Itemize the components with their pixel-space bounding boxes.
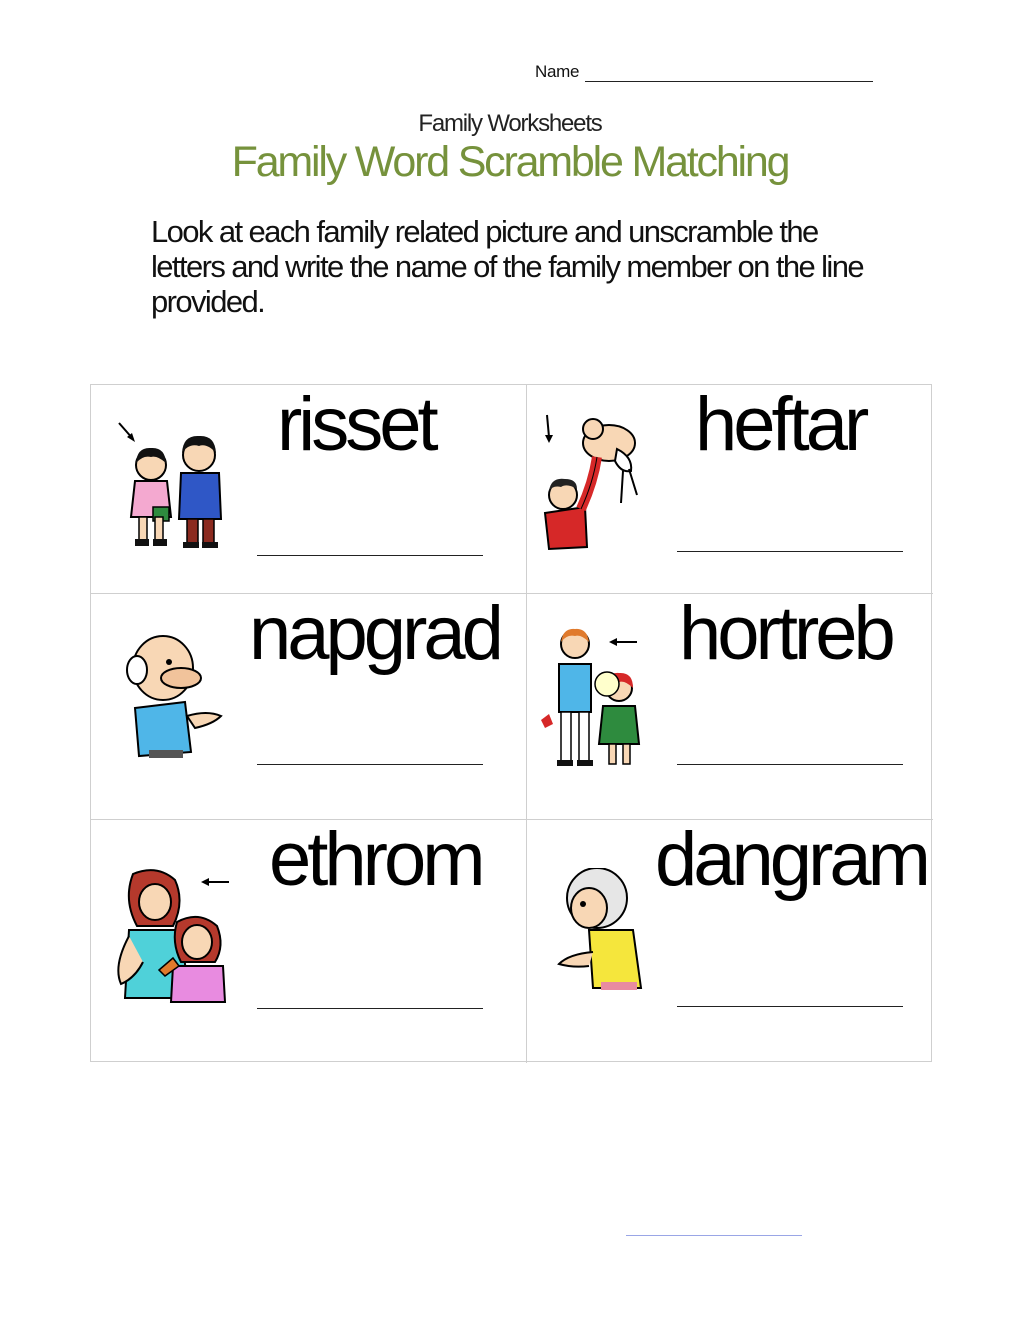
grandma-icon	[549, 868, 645, 992]
worksheet-kicker: Family Worksheets	[418, 110, 602, 137]
scramble-card-grandma	[527, 820, 933, 1063]
scramble-card-brother	[527, 594, 933, 820]
scrambled-word: ethrom	[269, 820, 482, 902]
scramble-card-sister	[91, 385, 527, 594]
scrambled-word: napgrad	[249, 594, 500, 676]
name-label: Name	[535, 62, 580, 81]
grandpa-icon	[121, 632, 231, 760]
scramble-card-mother	[91, 820, 527, 1063]
scramble-card-father	[527, 385, 933, 594]
brother-icon	[533, 624, 653, 769]
scrambled-word: heftar	[695, 385, 866, 467]
worksheet-title: Family Word Scramble Matching	[231, 138, 789, 186]
scrambled-word: hortreb	[679, 594, 892, 676]
answer-line[interactable]	[677, 764, 903, 765]
scramble-card-grandpa	[91, 594, 527, 820]
mother-icon	[107, 866, 235, 1006]
answer-line[interactable]	[257, 1008, 483, 1009]
answer-line[interactable]	[677, 1006, 903, 1007]
footer-link-underline[interactable]	[626, 1235, 802, 1236]
name-input-line[interactable]	[585, 63, 873, 82]
answer-line[interactable]	[257, 764, 483, 765]
instructions-text: Look at each family related picture and unscramble the letters and write the name of the family member on the line provided.	[151, 214, 863, 319]
scrambled-word: dangram	[655, 820, 927, 902]
father-icon	[537, 413, 653, 553]
answer-line[interactable]	[677, 551, 903, 552]
sister-icon	[107, 415, 233, 550]
scrambled-word: risset	[277, 385, 435, 467]
answer-line[interactable]	[257, 555, 483, 556]
name-field-row	[535, 62, 873, 82]
word-scramble-grid	[90, 384, 932, 1062]
